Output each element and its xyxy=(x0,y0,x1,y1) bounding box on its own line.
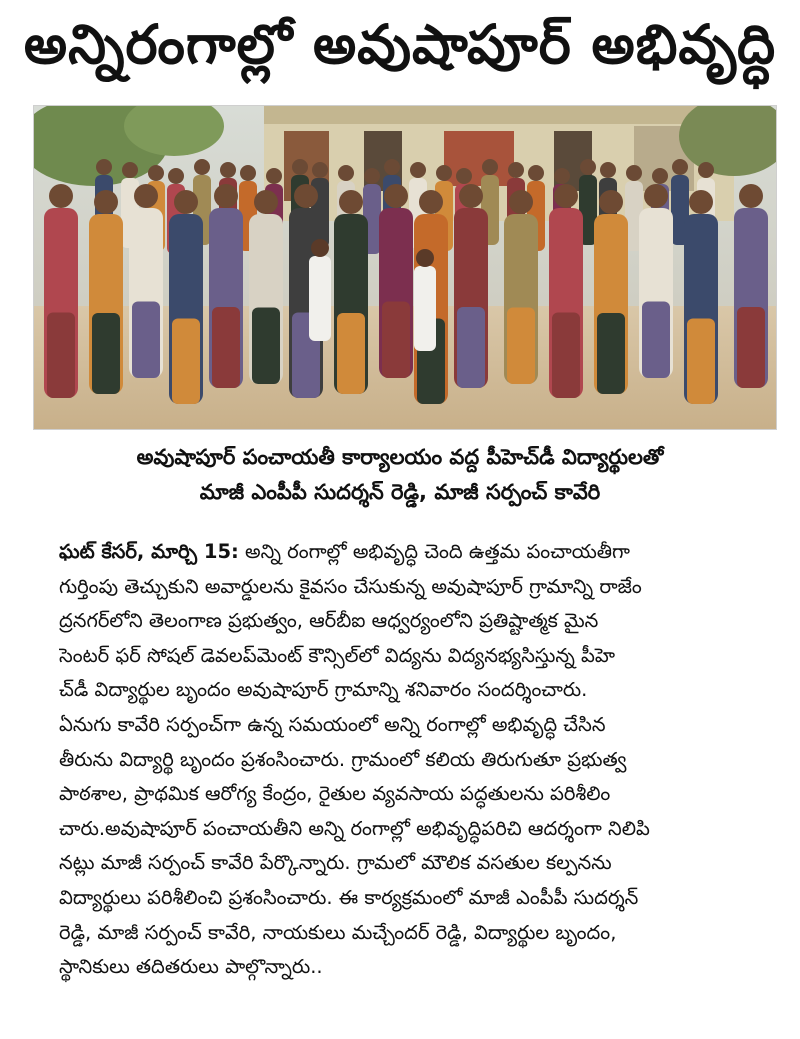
person-head xyxy=(214,184,238,208)
person-head xyxy=(410,162,426,178)
person-head xyxy=(339,190,363,214)
person-head xyxy=(168,168,184,184)
person-head xyxy=(292,159,308,175)
person-head xyxy=(626,165,642,181)
photo-caption xyxy=(0,440,800,510)
group-photo xyxy=(33,105,777,430)
person-head xyxy=(254,190,278,214)
person-legs xyxy=(507,308,535,385)
person-head xyxy=(459,184,483,208)
person-legs xyxy=(252,308,280,385)
person-head xyxy=(508,162,524,178)
person-legs xyxy=(552,313,580,399)
article-line: ద్రనగర్‌లోని తెలంగాణ ప్రభుత్వం, ఆర్‌బీఐ ఆధ్వర్యంలోని ప్రతిష్టాత్మక మైన xyxy=(59,609,599,633)
article-line: సెంటర్ ఫర్ సోషల్ డెవలప్‌మెంట్ కౌన్సిల్‌లో విద్యను విద్యనభ్యసిస్తున్న పీహె xyxy=(59,643,616,667)
person-legs xyxy=(92,313,120,394)
person-legs xyxy=(47,313,75,399)
person-head xyxy=(220,162,236,178)
person-legs xyxy=(642,302,670,379)
person-head xyxy=(148,165,164,181)
child-head xyxy=(311,239,329,257)
article-line: తీరును విద్యార్థి బృందం ప్రశంసించారు. గ్రామంలో కలియ తిరుగుతూ ప్రభుత్వ xyxy=(59,747,627,771)
article-line: రెడ్డి, మాజీ సర్పంచ్ కావేరి, నాయకులు మచ్చేందర్ రెడ్డి, విద్యార్థుల బృందం, xyxy=(59,920,617,944)
person-head xyxy=(652,168,668,184)
person-head xyxy=(122,162,138,178)
person-head xyxy=(49,184,73,208)
article-line: చ్‌డీ విద్యార్థుల బృందం అవుషాపూర్ గ్రామాన్ని శనివారం సందర్శించారు. xyxy=(59,678,588,702)
article-line: ఏనుగు కావేరి సర్పంచ్‌గా ఉన్న సమయంలో అన్ని రంగాల్లో అభివృద్ధి చేసిన xyxy=(59,712,606,736)
article-line: పాఠశాల, ప్రాథమిక ఆరోగ్య కేంద్రం, రైతుల వ్యవసాయ పద్ధతులను పరిశీలిం xyxy=(59,782,611,806)
person-legs xyxy=(172,319,200,405)
caption-line-1: అవుషాపూర్ పంచాయతీ కార్యాలయం వద్ద పీహెచ్‌డీ విద్యార్థులతో xyxy=(136,445,664,469)
article-line-first xyxy=(59,535,769,570)
person-head xyxy=(482,159,498,175)
person-legs xyxy=(457,307,485,388)
person-legs xyxy=(212,307,240,388)
person-head xyxy=(528,165,544,181)
person-head xyxy=(554,184,578,208)
person-head xyxy=(96,159,112,175)
caption-line-2: మాజీ ఎంపీపీ సుదర్శన్ రెడ్డి, మాజీ సర్పంచ్ కావేరి xyxy=(199,480,601,504)
person-head xyxy=(599,190,623,214)
person-head xyxy=(194,159,210,175)
person-head xyxy=(174,190,198,214)
person-head xyxy=(644,184,668,208)
person-head xyxy=(364,168,380,184)
person-head xyxy=(580,159,596,175)
child-silhouette xyxy=(414,266,436,351)
article-body xyxy=(59,535,769,985)
child-silhouette xyxy=(309,256,331,341)
person-head xyxy=(419,190,443,214)
headline: అన్నిరంగాల్లో అవుషాపూర్ అభివృద్ధి xyxy=(23,12,777,76)
article-line: అన్ని రంగాల్లో అభివృద్ధి చెంది ఉత్తమ పంచాయతీగా xyxy=(245,540,630,563)
person-head xyxy=(312,162,328,178)
person-legs xyxy=(382,302,410,379)
person-head xyxy=(509,190,533,214)
person-head xyxy=(739,184,763,208)
person-head xyxy=(600,162,616,178)
dateline: ఘట్ కేసర్, మార్చి 15: xyxy=(59,540,239,563)
person-legs xyxy=(132,302,160,379)
person-legs xyxy=(737,307,765,388)
person-legs xyxy=(337,313,365,394)
person-head xyxy=(134,184,158,208)
person-head xyxy=(554,168,570,184)
article-line: నట్లు మాజీ సర్పంచ్ కావేరి పేర్కొన్నారు. గ్రామలో మౌలిక వసతుల కల్పనను xyxy=(59,851,612,875)
article-line: స్థానికులు తదితరులు పాల్గొన్నారు.. xyxy=(59,955,323,979)
person-head xyxy=(436,165,452,181)
article-line: చారు.అవుషాపూర్ పంచాయతీని అన్ని రంగాల్లో అభివృద్ధిపరిచి ఆదర్శంగా నిలిపి xyxy=(59,816,650,840)
person-legs xyxy=(597,313,625,394)
person-head xyxy=(240,165,256,181)
person-legs xyxy=(687,319,715,405)
person-head xyxy=(94,190,118,214)
person-head xyxy=(456,168,472,184)
article-line: గుర్తింపు తెచ్చుకుని అవార్డులను కైవసం చేసుకున్న అవుషాపూర్ గ్రామాన్ని రాజేం xyxy=(59,574,642,598)
person-head xyxy=(266,168,282,184)
person-head xyxy=(338,165,354,181)
person-head xyxy=(294,184,318,208)
person-head xyxy=(672,159,688,175)
child-head xyxy=(416,249,434,267)
person-head xyxy=(384,184,408,208)
person-head xyxy=(698,162,714,178)
article-line: విద్యార్థులు పరిశీలించి ప్రశంసించారు. ఈ కార్యక్రమంలో మాజీ ఎంపీపీ సుదర్శన్ xyxy=(59,885,639,909)
person-head xyxy=(689,190,713,214)
person-head xyxy=(384,159,400,175)
